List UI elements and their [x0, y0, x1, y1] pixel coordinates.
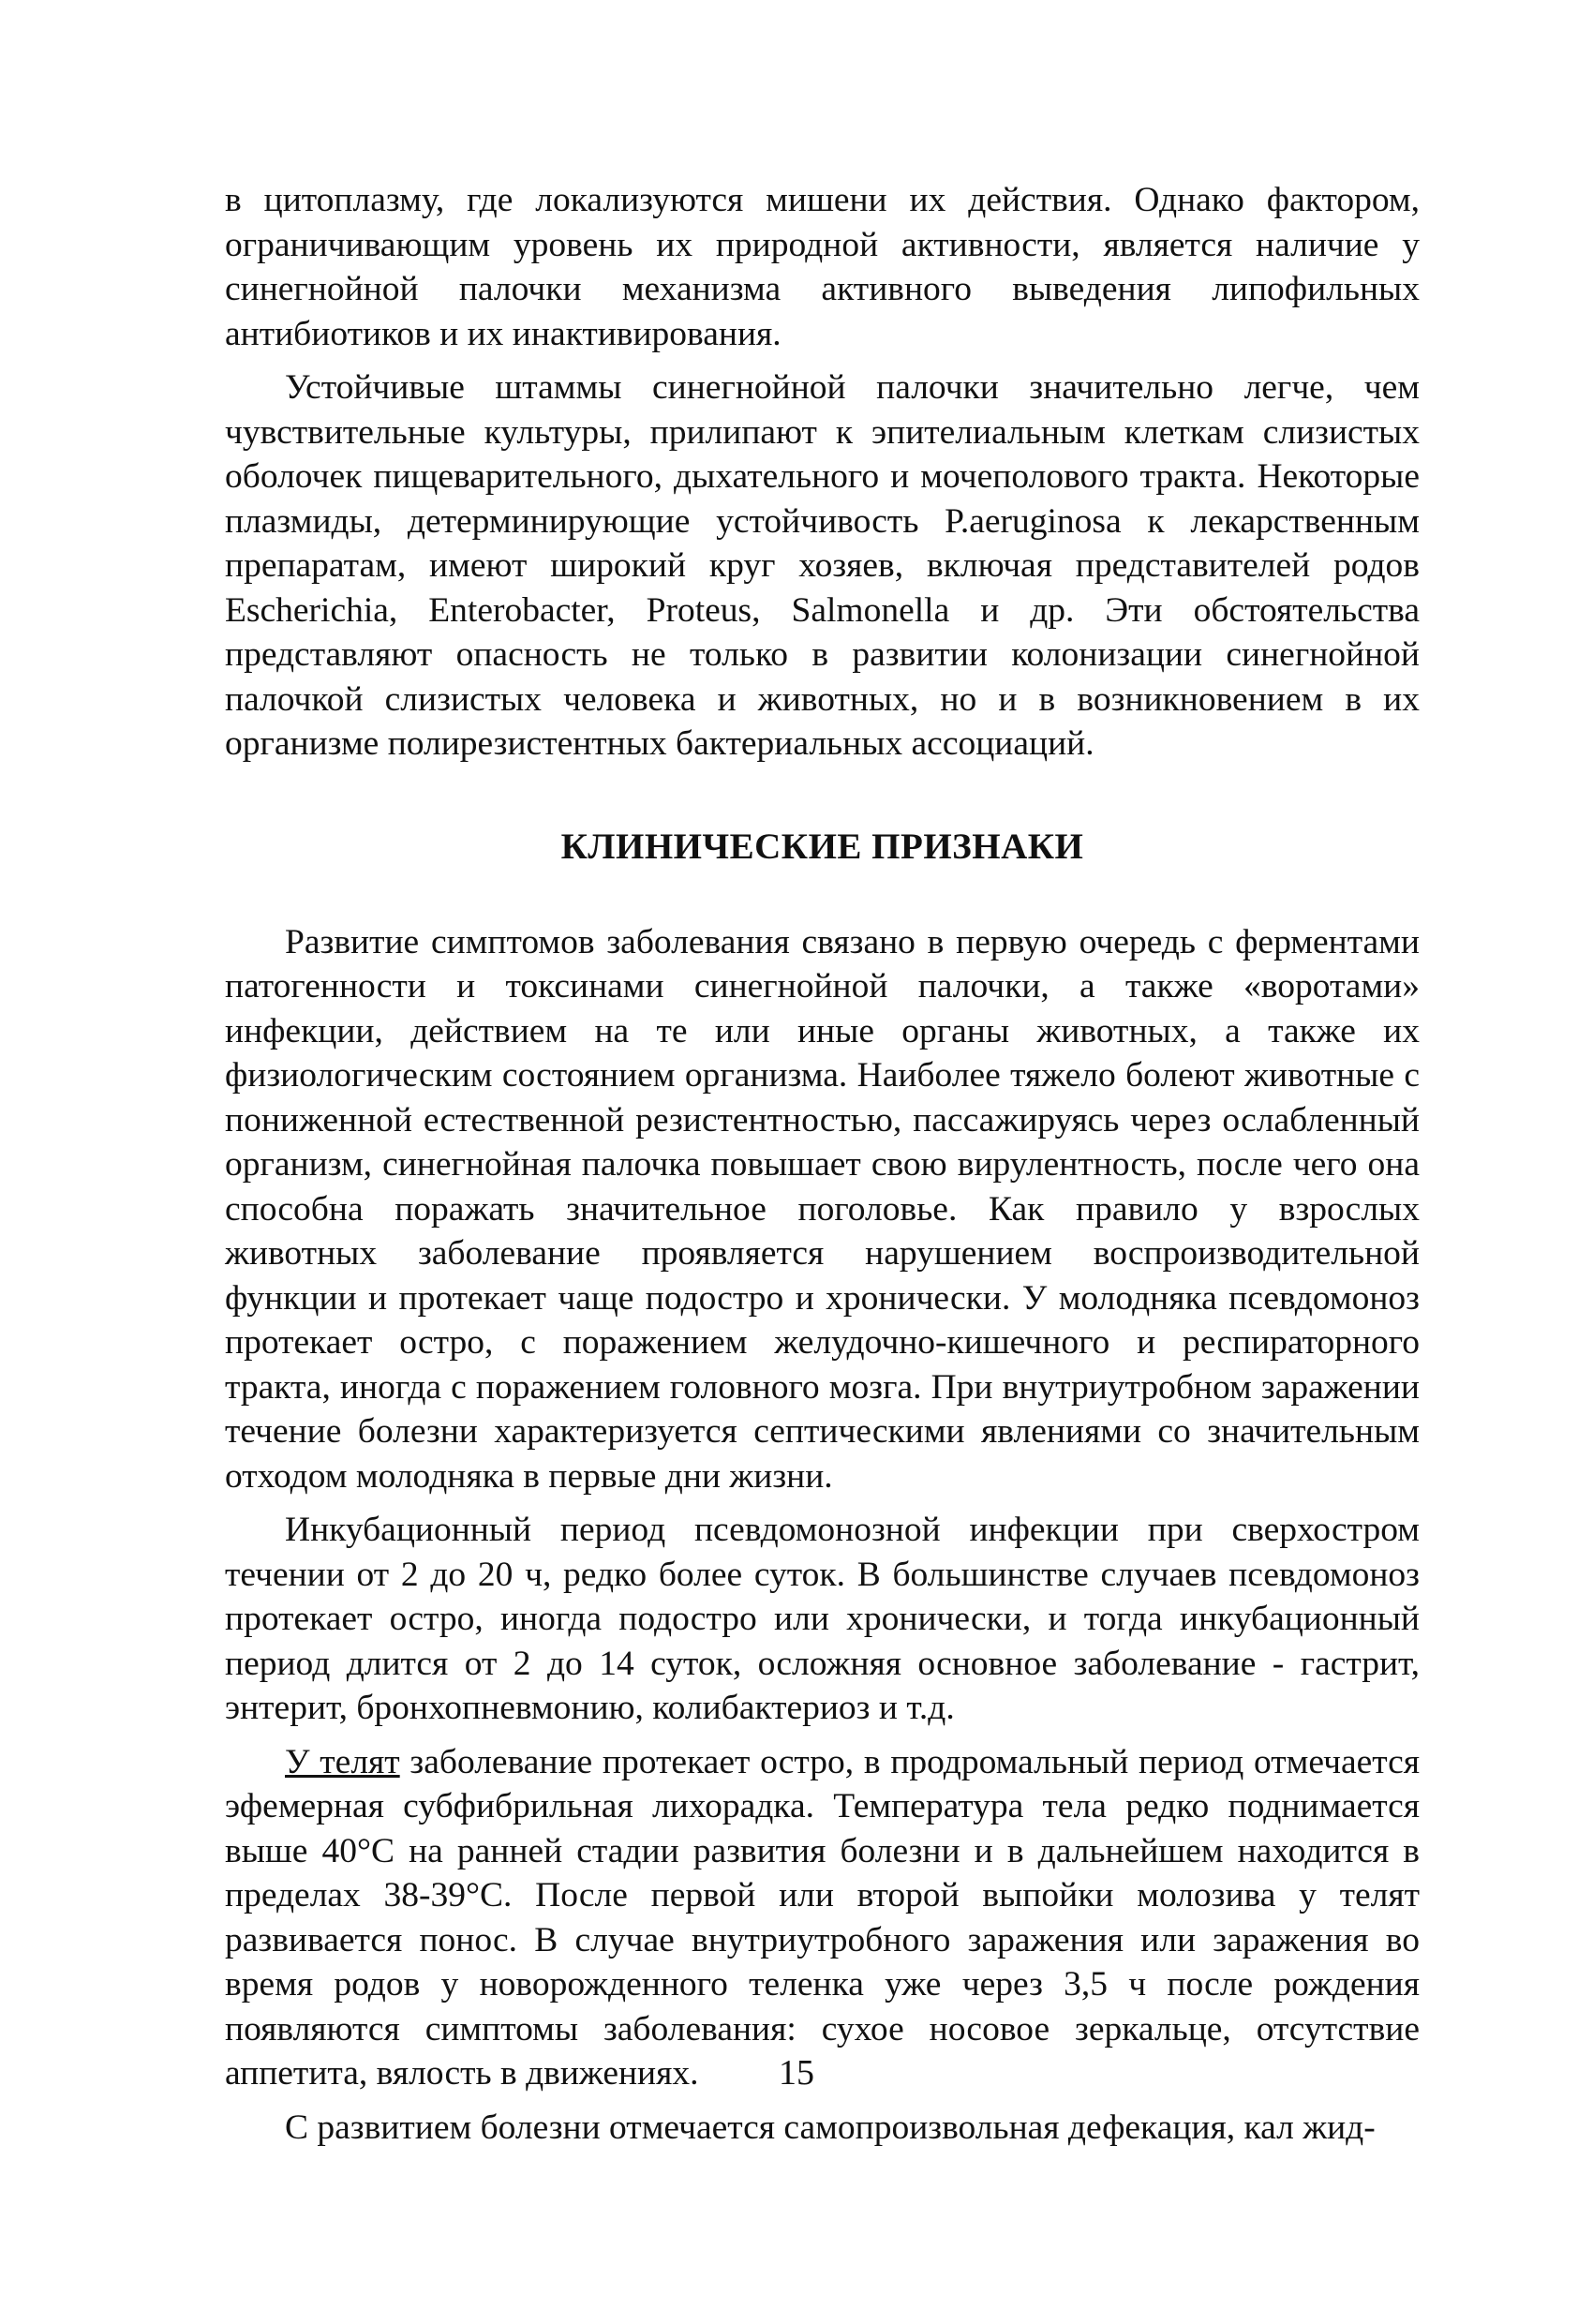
paragraph-intro: в цитоплазму, где локализуются мишени их действия. Однако фактором, ограничивающим уровень их природной активности, является наличие у синегнойной палочки механизма активного выведения липофильных антибиотиков и их инактивирования.	[225, 181, 1420, 353]
section-heading: КЛИНИЧЕСКИЕ ПРИЗНАКИ	[560, 826, 1084, 867]
paragraph-last-line: С развитием болезни отмечается самопроизвольная дефекация, кал жид-	[285, 2108, 1376, 2147]
page-number: 15	[779, 2053, 814, 2093]
paragraph-symptoms-development: Развитие симптомов заболевания связано в первую очередь с ферментами патогенности и токсинами синегнойной палочки, а также «воротами» инфекции, действием на те или иные органы животных, а также их физиологическим состоянием организма. Наиболее тяжело болеют животные с пониженной естественной резистентностью, пассажируясь через ослабленный организм, синегнойная палочка повышает свою вирулентность, после чего она способна поражать значительное поголовье. Как правило у взрослых животных заболевание проявляется нарушением воспроизводительной функции и протекает чаще подостро и хронически. У молодняка псевдомоноз протекает остро, с поражением желудочно-кишечного и респираторного тракта, иногда с поражением головного мозга. При внутриутробном заражении течение болезни характеризуется септическими явлениями со значительным отходом молодняка в первые дни жизни.	[225, 922, 1420, 1496]
paragraph-incubation-period: Инкубационный период псевдомонозной инфекции при сверхостром течении от 2 до 20 ч, редко более суток. В большинстве случаев псевдомоноз протекает остро, иногда подостро или хронически, и тогда инкубационный период длится от 2 до 14 суток, осложняя основное заболевание - гастрит, энтерит, бронхопневмонию, колибактериоз и т.д.	[225, 1511, 1420, 1727]
calves-lead: У телят	[285, 1742, 400, 1781]
calves-text: заболевание протекает остро, в продромальный период отмечается эфемерная субфибрильная лихорадка. Температура тела редко поднимается выше 40°С на ранней стадии развития болезни и в дальнейшем находится в пределах 38-39°С. После первой или второй выпойки молозива у телят развивается понос. В случае внутриутробного заражения или заражения во время родов у новорожденного теленка уже через 3,5 ч после рождения появляются симптомы заболевания: сухое носовое зеркальце, отсутствие аппетита, вялость в движениях.	[225, 1742, 1420, 2093]
paragraph-calves	[225, 1740, 1420, 2096]
document-page	[225, 178, 1420, 2159]
paragraph-resistant-strains: Устойчивые штаммы синегнойной палочки значительно легче, чем чувствительные культуры, прилипают к эпителиальным клеткам слизистых оболочек пищеварительного, дыхательного и мочеполового тракта. Некоторые плазмиды, детерминирующие устойчивость P.aeruginosa к лекарственным препаратам, имеют широкий круг хозяев, включая представителей родов Escherichia, Enterobacter, Proteus, Salmonella и др. Эти обстоятельства представляют опасность не только в развитии колонизации синегнойной палочкой слизистых человека и животных, но и в возникновением в их организме полирезистентных бактериальных ассоциаций.	[225, 368, 1420, 763]
